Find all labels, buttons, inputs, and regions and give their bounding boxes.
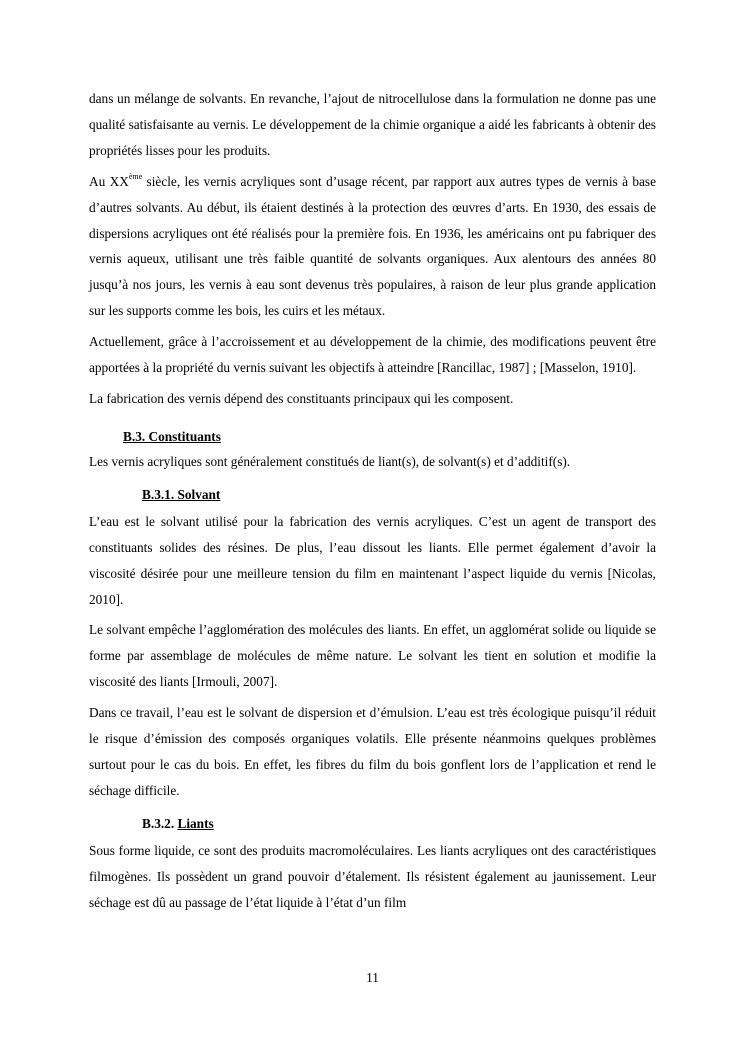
subsection-number: B.3.2. xyxy=(142,815,178,831)
paragraph: L’eau est le solvant utilisé pour la fabrication des vernis acryliques. C’est un agent de transport des constituants solides des résines. De plus, l’eau dissout les liants. Elle permet également d’avoir la viscosité désirée pour une meilleure tension du film en maintenant l’aspect liquide du vernis [Nicolas, 2010]. xyxy=(89,513,656,607)
paragraph: Sous forme liquide, ce sont des produits macromoléculaires. Les liants acryliques ont des caractéristiques filmogènes. Ils possèdent un grand pouvoir d’étalement. Ils résistent également au jaunissement. Leur séchage est dû au passage de l’état liquide à l’état d’un film xyxy=(89,842,656,910)
paragraph: La fabrication des vernis dépend des constituants principaux qui les composent. xyxy=(89,390,514,406)
subsection-heading-text: B.3.1. Solvant xyxy=(142,486,221,502)
section-heading: B.3. Constituants xyxy=(123,428,221,444)
page-number: 11 xyxy=(366,970,379,985)
paragraph-text: Au XX xyxy=(89,173,129,189)
paragraph: Le solvant empêche l’agglomération des molécules des liants. En effet, un agglomérat solide ou liquide se forme par assemblage de molécules de même nature. Le solvant les tient en solution et modifie la viscosité des liants [Irmouli, 2007]. xyxy=(89,622,656,690)
paragraph xyxy=(89,169,656,324)
page-body xyxy=(89,86,656,920)
paragraph: Les vernis acryliques sont généralement constitués de liant(s), de solvant(s) et d’additif(s). xyxy=(89,453,571,469)
paragraph: Actuellement, grâce à l’accroissement et au développement de la chimie, des modifications peuvent être apportées à la propriété du vernis suivant les objectifs à atteindre [Rancillac, 1987] ; [Masselon, 1910]. xyxy=(89,334,656,376)
superscript: ème xyxy=(128,171,143,181)
subsection-heading xyxy=(142,812,656,836)
paragraph: Dans ce travail, l’eau est le solvant de dispersion et d’émulsion. L’eau est très écologique puisqu’il réduit le risque d’émission des composés organiques volatils. Elle présente néanmoins quelques problèmes surtout pour le cas du bois. En effet, les fibres du film du bois gonflent lors de l’application et rend le séchage difficile. xyxy=(89,705,656,798)
paragraph-text: siècle, les vernis acryliques sont d’usage récent, par rapport aux autres types de vernis à base d’autres solvants. Au début, ils étaient destinés à la protection des œuvres d’arts. En 1930, des essais de dispersions acryliques ont été réalisés pour la première fois. En 1936, les américains ont pu fabriquer des vernis aqueux, utilisant une très faible quantité de solvants organiques. Aux alentours des années 80 jusqu’à nos jours, les vernis à eau sont devenus très populaires, à raison de leur plus grande application sur les supports comme les bois, les cuirs et les métaux. xyxy=(89,173,656,319)
subsection-heading xyxy=(142,483,656,507)
paragraph: dans un mélange de solvants. En revanche, l’ajout de nitrocellulose dans la formulation ne donne pas une qualité satisfaisante au vernis. Le développement de la chimie organique a aidé les fabricants à obtenir des propriétés lisses pour les produits. xyxy=(89,91,656,158)
subsection-title: Liants xyxy=(177,815,214,831)
